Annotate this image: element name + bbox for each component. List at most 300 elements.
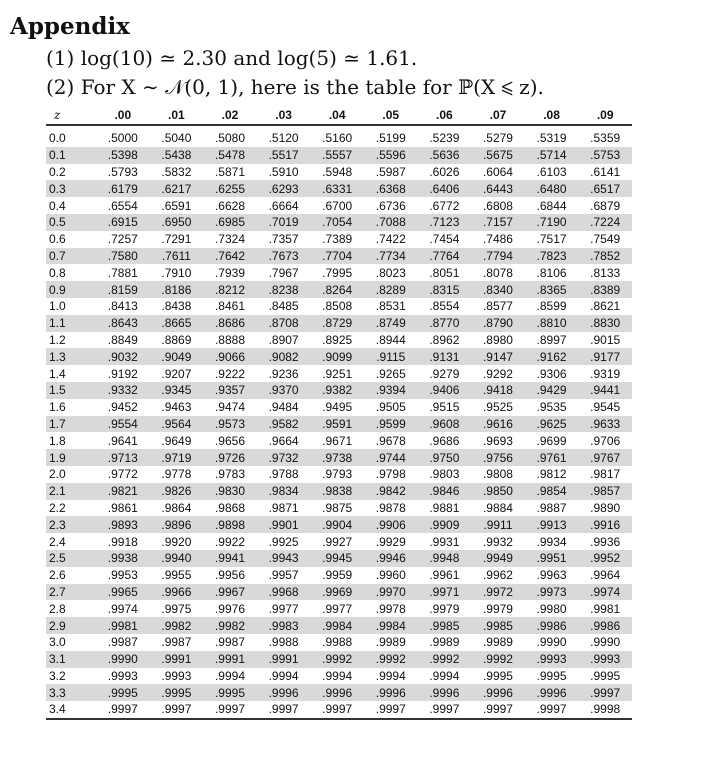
- probability-cell: .5910: [268, 164, 299, 179]
- probability-cell: .6844: [536, 198, 567, 213]
- z-value-cell: 0.1: [46, 147, 96, 164]
- probability-cell: .9967: [203, 584, 257, 601]
- probability-cell: .7224: [578, 214, 632, 231]
- probability-cell: .9192: [107, 366, 138, 381]
- probability-cell: .8997: [536, 332, 567, 347]
- probability-cell: .8643: [96, 315, 150, 332]
- probability-cell: .9678: [375, 433, 406, 448]
- probability-cell: .5080: [214, 131, 245, 146]
- probability-cell: .7088: [364, 214, 418, 231]
- table-row: [46, 634, 632, 651]
- probability-cell: .8340: [471, 281, 525, 298]
- probability-cell: .6736: [375, 198, 406, 213]
- probability-cell: .5040: [161, 131, 192, 146]
- probability-cell: .9115: [364, 348, 418, 365]
- probability-cell: .9996: [364, 684, 418, 701]
- probability-cell: .5871: [214, 164, 245, 179]
- probability-cell: .9934: [536, 534, 567, 549]
- probability-cell: .7611: [150, 248, 204, 265]
- probability-cell: .9599: [364, 416, 418, 433]
- probability-cell: .9984: [364, 617, 418, 634]
- probability-cell: .9767: [578, 449, 632, 466]
- probability-cell: .8389: [578, 281, 632, 298]
- probability-cell: .9788: [268, 467, 299, 482]
- probability-cell: .9525: [482, 400, 513, 415]
- probability-cell: .7486: [482, 232, 513, 247]
- probability-cell: .9826: [150, 483, 204, 500]
- probability-cell: .9995: [203, 684, 257, 701]
- probability-cell: .9998: [578, 701, 632, 719]
- probability-cell: .9994: [214, 668, 245, 683]
- probability-cell: .9916: [578, 516, 632, 533]
- probability-cell: .7673: [257, 248, 311, 265]
- probability-cell: .9319: [590, 366, 621, 381]
- probability-cell: .9959: [322, 568, 353, 583]
- probability-cell: .9545: [590, 400, 621, 415]
- probability-cell: .9564: [150, 416, 204, 433]
- probability-cell: .6664: [268, 198, 299, 213]
- z-value-cell: 1.3: [46, 348, 96, 365]
- probability-cell: .9996: [418, 684, 472, 701]
- probability-cell: .9997: [471, 701, 525, 719]
- probability-cell: .9948: [418, 550, 472, 567]
- probability-cell: .9986: [578, 617, 632, 634]
- probability-cell: .9864: [161, 500, 192, 515]
- column-header: .01: [150, 106, 204, 125]
- table-header-row: [46, 106, 632, 125]
- probability-cell: .9582: [257, 416, 311, 433]
- probability-cell: .9772: [107, 467, 138, 482]
- probability-cell: .9591: [310, 416, 364, 433]
- table-row: [46, 197, 632, 214]
- probability-cell: .6026: [429, 164, 460, 179]
- probability-cell: .7157: [471, 214, 525, 231]
- probability-cell: .9850: [471, 483, 525, 500]
- probability-cell: .7881: [107, 265, 138, 280]
- probability-cell: .9382: [310, 382, 364, 399]
- probability-cell: .8264: [310, 281, 364, 298]
- probability-cell: .8051: [429, 265, 460, 280]
- probability-cell: .9985: [471, 617, 525, 634]
- probability-cell: .9997: [578, 684, 632, 701]
- probability-cell: .9918: [107, 534, 138, 549]
- z-value-cell: 2.8: [49, 601, 66, 616]
- probability-cell: .9706: [590, 433, 621, 448]
- probability-cell: .6443: [471, 180, 525, 197]
- probability-cell: .9977: [268, 601, 299, 616]
- probability-cell: .9960: [375, 568, 406, 583]
- probability-cell: .9938: [96, 550, 150, 567]
- table-row: [46, 483, 632, 500]
- probability-cell: .9906: [364, 516, 418, 533]
- probability-cell: .8686: [203, 315, 257, 332]
- probability-cell: .9982: [150, 617, 204, 634]
- probability-cell: .6141: [590, 164, 621, 179]
- normal-distribution-table-container: [46, 106, 632, 720]
- table-row: [46, 164, 632, 181]
- probability-cell: .9896: [150, 516, 204, 533]
- probability-cell: .9997: [525, 701, 579, 719]
- probability-cell: .8212: [203, 281, 257, 298]
- probability-cell: .5596: [364, 147, 418, 164]
- column-header: .04: [310, 106, 364, 125]
- z-value-cell: 2.4: [49, 534, 66, 549]
- probability-cell: .8186: [150, 281, 204, 298]
- probability-cell: .9495: [322, 400, 353, 415]
- probability-cell: .7389: [322, 232, 353, 247]
- table-row: [46, 214, 632, 231]
- z-value-cell: 3.1: [46, 651, 96, 668]
- probability-cell: .9616: [471, 416, 525, 433]
- probability-cell: .6985: [203, 214, 257, 231]
- probability-cell: .9932: [482, 534, 513, 549]
- probability-cell: .5478: [203, 147, 257, 164]
- probability-cell: .9901: [257, 516, 311, 533]
- table-row: [46, 332, 632, 349]
- probability-cell: .8962: [429, 332, 460, 347]
- probability-cell: .9945: [310, 550, 364, 567]
- probability-cell: .9996: [310, 684, 364, 701]
- probability-cell: .9884: [482, 500, 513, 515]
- table-row: [46, 600, 632, 617]
- probability-cell: .8531: [375, 299, 406, 314]
- probability-cell: .7549: [590, 232, 621, 247]
- probability-cell: .5557: [310, 147, 364, 164]
- probability-cell: .8729: [310, 315, 364, 332]
- probability-cell: .6217: [150, 180, 204, 197]
- probability-cell: .8238: [257, 281, 311, 298]
- probability-cell: .9909: [418, 516, 472, 533]
- probability-cell: .8289: [364, 281, 418, 298]
- probability-cell: .9972: [471, 584, 525, 601]
- probability-cell: .9911: [471, 516, 525, 533]
- probability-cell: .7995: [322, 265, 353, 280]
- probability-cell: .7734: [364, 248, 418, 265]
- probability-cell: .6368: [364, 180, 418, 197]
- probability-cell: .8621: [590, 299, 621, 314]
- probability-cell: .5793: [107, 164, 138, 179]
- probability-cell: .8599: [536, 299, 567, 314]
- probability-cell: .9505: [375, 400, 406, 415]
- probability-cell: .9997: [203, 701, 257, 719]
- probability-cell: .9987: [214, 635, 245, 650]
- probability-cell: .9838: [310, 483, 364, 500]
- probability-cell: .9990: [96, 651, 150, 668]
- probability-cell: .9965: [96, 584, 150, 601]
- probability-cell: .9995: [590, 668, 621, 683]
- probability-cell: .9979: [429, 601, 460, 616]
- probability-cell: .9222: [214, 366, 245, 381]
- probability-cell: .9920: [161, 534, 192, 549]
- probability-cell: .9989: [482, 635, 513, 650]
- probability-cell: .9988: [268, 635, 299, 650]
- probability-cell: .7054: [310, 214, 364, 231]
- probability-cell: .5753: [578, 147, 632, 164]
- probability-cell: .9306: [536, 366, 567, 381]
- probability-cell: .9535: [536, 400, 567, 415]
- probability-cell: .9946: [364, 550, 418, 567]
- z-value-cell: 1.1: [46, 315, 96, 332]
- probability-cell: .7794: [471, 248, 525, 265]
- probability-cell: .9793: [322, 467, 353, 482]
- probability-cell: .9418: [471, 382, 525, 399]
- probability-cell: .7123: [418, 214, 472, 231]
- probability-cell: .9394: [364, 382, 418, 399]
- probability-cell: .6179: [96, 180, 150, 197]
- probability-cell: .9990: [590, 635, 621, 650]
- probability-cell: .5120: [268, 131, 299, 146]
- probability-cell: .8749: [364, 315, 418, 332]
- probability-cell: .9931: [429, 534, 460, 549]
- probability-cell: .8554: [429, 299, 460, 314]
- probability-cell: .9854: [525, 483, 579, 500]
- probability-cell: .8461: [214, 299, 245, 314]
- probability-cell: .8508: [322, 299, 353, 314]
- probability-cell: .6480: [525, 180, 579, 197]
- probability-cell: .9963: [536, 568, 567, 583]
- probability-cell: .5199: [375, 131, 406, 146]
- probability-cell: .7019: [257, 214, 311, 231]
- probability-cell: .9997: [257, 701, 311, 719]
- probability-cell: .9989: [429, 635, 460, 650]
- probability-cell: .9861: [107, 500, 138, 515]
- probability-cell: .9875: [322, 500, 353, 515]
- probability-cell: .9015: [590, 332, 621, 347]
- probability-cell: .9949: [471, 550, 525, 567]
- probability-cell: .9988: [322, 635, 353, 650]
- probability-cell: .9980: [536, 601, 567, 616]
- probability-cell: .5517: [257, 147, 311, 164]
- probability-cell: .8133: [590, 265, 621, 280]
- probability-cell: .9452: [107, 400, 138, 415]
- probability-cell: .8810: [525, 315, 579, 332]
- probability-cell: .9633: [578, 416, 632, 433]
- probability-cell: .9996: [257, 684, 311, 701]
- z-value-cell: 2.6: [49, 568, 66, 583]
- probability-cell: .8980: [482, 332, 513, 347]
- probability-cell: .8106: [536, 265, 567, 280]
- table-row: [46, 466, 632, 483]
- probability-cell: .9992: [418, 651, 472, 668]
- probability-cell: .8708: [257, 315, 311, 332]
- z-value-cell: 2.3: [46, 516, 96, 533]
- table-row: [46, 533, 632, 550]
- probability-cell: .9744: [364, 449, 418, 466]
- probability-cell: .6255: [203, 180, 257, 197]
- probability-cell: .9992: [471, 651, 525, 668]
- probability-cell: .9641: [107, 433, 138, 448]
- column-header-z: z: [46, 106, 96, 125]
- probability-cell: .5948: [322, 164, 353, 179]
- table-row: [46, 550, 632, 567]
- probability-cell: .9803: [429, 467, 460, 482]
- column-header: .02: [203, 106, 257, 125]
- probability-cell: .9970: [364, 584, 418, 601]
- z-value-cell: 0.3: [46, 180, 96, 197]
- probability-cell: .9993: [578, 651, 632, 668]
- probability-cell: .6103: [536, 164, 567, 179]
- table-row: [46, 180, 632, 197]
- probability-cell: .9992: [310, 651, 364, 668]
- probability-cell: .6331: [310, 180, 364, 197]
- column-header: .08: [525, 106, 579, 125]
- probability-cell: .5438: [150, 147, 204, 164]
- probability-cell: .9279: [429, 366, 460, 381]
- probability-cell: .7422: [375, 232, 406, 247]
- probability-cell: .9994: [322, 668, 353, 683]
- probability-cell: .9936: [590, 534, 621, 549]
- column-header: .06: [418, 106, 472, 125]
- table-row: [46, 365, 632, 382]
- probability-cell: .9952: [578, 550, 632, 567]
- probability-cell: .6700: [322, 198, 353, 213]
- probability-cell: .9941: [203, 550, 257, 567]
- probability-cell: .9778: [161, 467, 192, 482]
- probability-cell: .5319: [536, 131, 567, 146]
- z-value-cell: 2.0: [49, 467, 66, 482]
- probability-cell: .9890: [590, 500, 621, 515]
- probability-cell: .9953: [107, 568, 138, 583]
- probability-cell: .5398: [96, 147, 150, 164]
- probability-cell: .9913: [525, 516, 579, 533]
- probability-cell: .9991: [150, 651, 204, 668]
- probability-cell: .9977: [322, 601, 353, 616]
- probability-cell: .9370: [257, 382, 311, 399]
- probability-cell: .7967: [268, 265, 299, 280]
- table-row: [46, 500, 632, 517]
- probability-cell: .9981: [590, 601, 621, 616]
- probability-cell: .9993: [525, 651, 579, 668]
- probability-cell: .7324: [214, 232, 245, 247]
- probability-cell: .9997: [364, 701, 418, 719]
- z-value-cell: 1.6: [49, 400, 66, 415]
- z-value-cell: 1.7: [46, 416, 96, 433]
- z-value-cell: 0.4: [49, 198, 66, 213]
- probability-cell: .7910: [161, 265, 192, 280]
- table-row: [46, 567, 632, 584]
- probability-cell: .9808: [482, 467, 513, 482]
- appendix-heading: Appendix: [10, 13, 130, 40]
- probability-cell: .8830: [578, 315, 632, 332]
- probability-cell: .9732: [257, 449, 311, 466]
- probability-cell: .9955: [161, 568, 192, 583]
- probability-cell: .9726: [203, 449, 257, 466]
- probability-cell: .5636: [418, 147, 472, 164]
- probability-cell: .9406: [418, 382, 472, 399]
- z-value-cell: 1.9: [46, 449, 96, 466]
- probability-cell: .9162: [525, 348, 579, 365]
- probability-cell: .9834: [257, 483, 311, 500]
- probability-cell: .9032: [96, 348, 150, 365]
- probability-cell: .9857: [578, 483, 632, 500]
- probability-cell: .9750: [418, 449, 472, 466]
- probability-cell: .9927: [322, 534, 353, 549]
- z-value-cell: 0.6: [49, 232, 66, 247]
- probability-cell: .9966: [150, 584, 204, 601]
- probability-cell: .9994: [429, 668, 460, 683]
- probability-cell: .9995: [482, 668, 513, 683]
- probability-cell: .9978: [375, 601, 406, 616]
- probability-cell: .9964: [590, 568, 621, 583]
- z-value-cell: 0.5: [46, 214, 96, 231]
- probability-cell: .6554: [107, 198, 138, 213]
- probability-cell: .9961: [429, 568, 460, 583]
- probability-cell: .9713: [96, 449, 150, 466]
- probability-cell: .9842: [364, 483, 418, 500]
- probability-cell: .9821: [96, 483, 150, 500]
- table-row: [46, 264, 632, 281]
- probability-cell: .7517: [536, 232, 567, 247]
- z-value-cell: 3.0: [49, 635, 66, 650]
- probability-cell: .9625: [525, 416, 579, 433]
- probability-cell: .6808: [482, 198, 513, 213]
- probability-cell: .6628: [214, 198, 245, 213]
- probability-cell: .7357: [268, 232, 299, 247]
- probability-cell: .5987: [375, 164, 406, 179]
- probability-cell: .7852: [578, 248, 632, 265]
- probability-cell: .9922: [214, 534, 245, 549]
- table-row: [46, 147, 632, 164]
- probability-cell: .9177: [578, 348, 632, 365]
- column-header: .09: [578, 106, 632, 125]
- probability-cell: .9986: [525, 617, 579, 634]
- probability-cell: .9969: [310, 584, 364, 601]
- z-value-cell: 2.9: [46, 617, 96, 634]
- probability-cell: .8790: [471, 315, 525, 332]
- probability-cell: .8907: [268, 332, 299, 347]
- probability-cell: .9994: [375, 668, 406, 683]
- table-row: [46, 416, 632, 433]
- probability-cell: .9929: [375, 534, 406, 549]
- probability-cell: .9957: [268, 568, 299, 583]
- table-row: [46, 281, 632, 298]
- z-value-cell: 0.2: [49, 164, 66, 179]
- probability-cell: .9987: [161, 635, 192, 650]
- table-row: [46, 298, 632, 315]
- table-row: [46, 432, 632, 449]
- probability-cell: .8665: [150, 315, 204, 332]
- probability-cell: .8770: [418, 315, 472, 332]
- probability-cell: .9995: [150, 684, 204, 701]
- probability-cell: .9979: [482, 601, 513, 616]
- probability-cell: .9147: [471, 348, 525, 365]
- probability-cell: .9756: [471, 449, 525, 466]
- probability-cell: .8888: [214, 332, 245, 347]
- probability-cell: .9812: [536, 467, 567, 482]
- probability-cell: .9975: [161, 601, 192, 616]
- probability-cell: .9990: [536, 635, 567, 650]
- z-value-cell: 1.5: [46, 382, 96, 399]
- probability-cell: .6950: [150, 214, 204, 231]
- probability-cell: .9991: [257, 651, 311, 668]
- probability-cell: .9783: [214, 467, 245, 482]
- probability-cell: .6406: [418, 180, 472, 197]
- table-row: [46, 584, 632, 601]
- probability-cell: .9996: [525, 684, 579, 701]
- probability-cell: .9878: [375, 500, 406, 515]
- probability-cell: .9991: [203, 651, 257, 668]
- probability-cell: .9887: [536, 500, 567, 515]
- probability-cell: .9345: [150, 382, 204, 399]
- table-row: [46, 684, 632, 701]
- table-row: [46, 651, 632, 668]
- z-value-cell: 1.4: [49, 366, 66, 381]
- probability-cell: .9649: [161, 433, 192, 448]
- probability-cell: .8869: [161, 332, 192, 347]
- probability-cell: .9973: [525, 584, 579, 601]
- note-normal-table-intro: (2) For X ∼ 𝒩(0, 1), here is the table for ℙ(X ⩽ z).: [46, 75, 544, 99]
- probability-cell: .9925: [268, 534, 299, 549]
